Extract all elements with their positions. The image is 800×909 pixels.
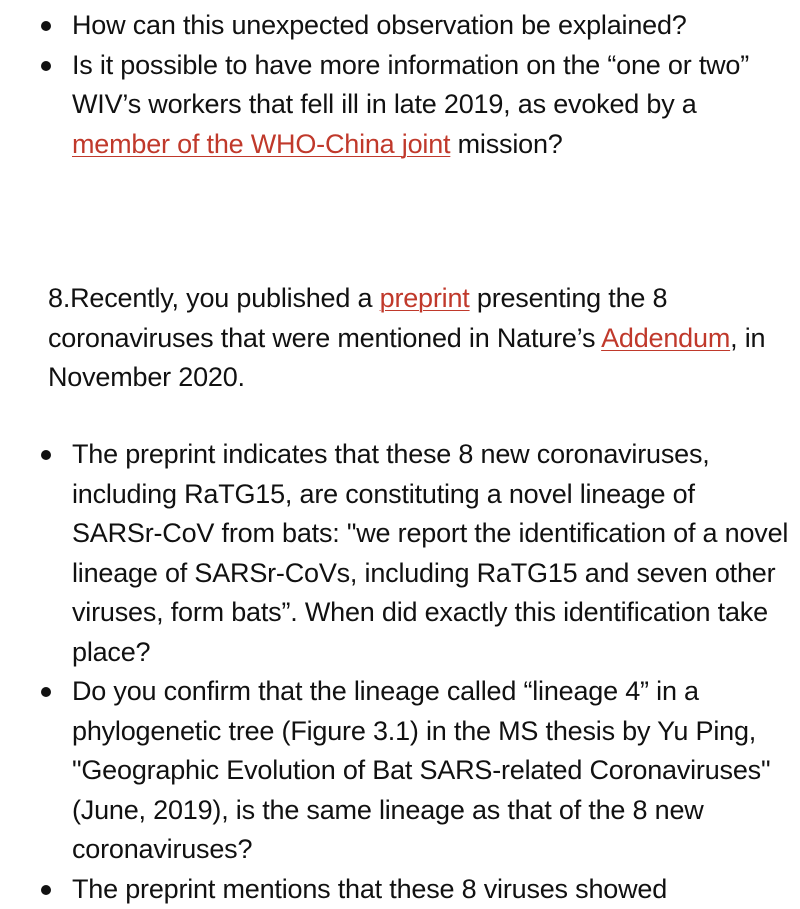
who-china-mission-link[interactable]: member of the WHO-China joint (72, 129, 450, 159)
bullet-icon (41, 61, 51, 71)
bullet-icon (41, 450, 51, 460)
list-item (0, 870, 800, 909)
question-8-paragraph (48, 279, 798, 398)
list-item (0, 672, 800, 870)
paragraph-text-part1: 8.Recently, you published a (48, 283, 380, 313)
preprint-link[interactable]: preprint (380, 283, 470, 313)
list-item (0, 6, 800, 46)
list-item-text: Do you confirm that the lineage called “lineage 4” in a phylogenetic tree (Figure 3.1) in the MS thesis by Yu Ping, "Geographic Evolution of Bat SARS-related Coronaviruses" (June, 2019), is the same lineage as that of the 8 new coronaviruses? (72, 676, 770, 864)
bullet-icon (41, 21, 51, 31)
list-item-text-after-link: mission? (450, 129, 562, 159)
list-item (0, 46, 800, 165)
paragraph-text-part3: , in November 2020. (48, 323, 765, 393)
paragraph-text-part2: presenting the 8 coronaviruses that were mentioned in Nature’s (48, 283, 667, 353)
list-item-text: The preprint indicates that these 8 new coronaviruses, including RaTG15, are constituting a novel lineage of SARSr-CoV from bats: "we report the identification of a novel lineage of SARSr-CoVs, including RaTG15 and seven other viruses, form bats”. When did exactly this identification take place? (72, 439, 788, 667)
bullet-icon (41, 687, 51, 697)
question-list-top (0, 6, 800, 164)
addendum-link[interactable]: Addendum (601, 323, 730, 353)
list-item-text-before-link: Is it possible to have more information on the “one or two” WIV’s workers that fell ill in late 2019, as evoked by a (72, 50, 749, 120)
list-item (0, 435, 800, 672)
bullet-icon (41, 885, 51, 895)
list-item-text: The preprint mentions that these 8 viruses showed (72, 874, 667, 904)
list-item-text: How can this unexpected observation be explained? (72, 10, 687, 40)
question-list-bottom (0, 435, 800, 909)
